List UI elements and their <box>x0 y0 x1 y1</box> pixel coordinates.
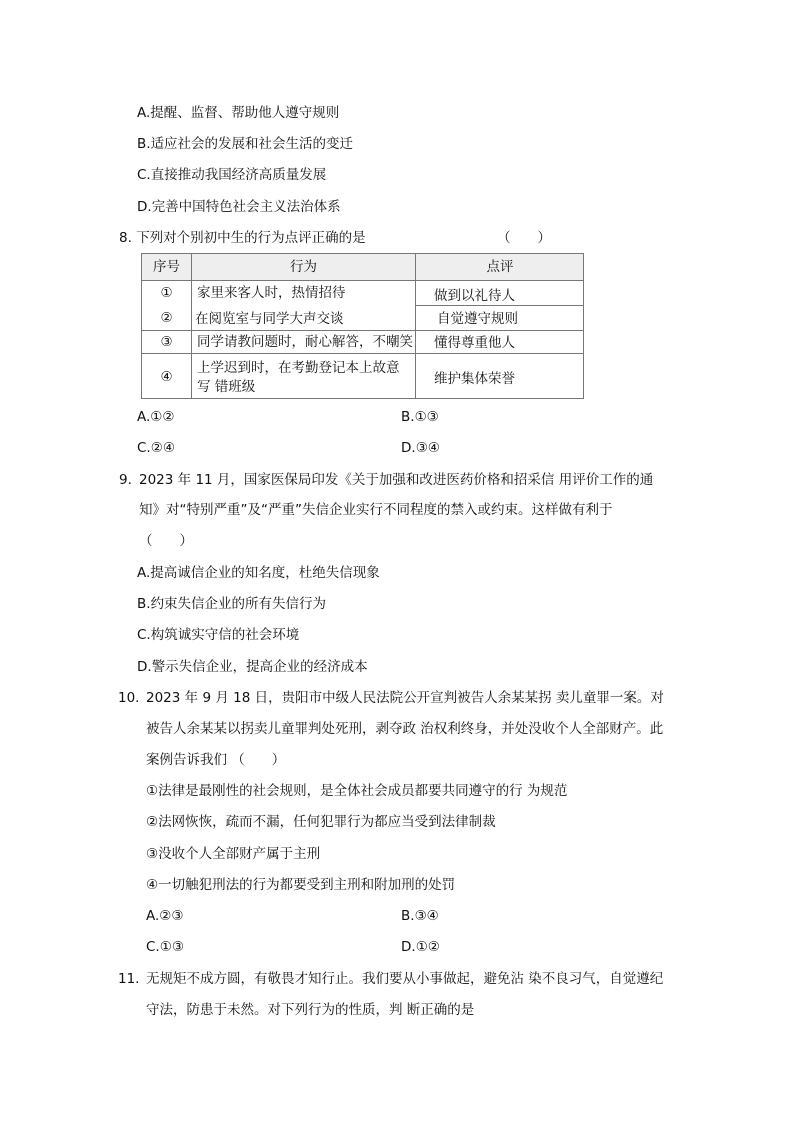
q11-stem-line1: 无规矩不成方圆，有敬畏才知行止。我们要从小事做起，避免沾 染不良习气，自觉遵纪 <box>146 971 664 987</box>
q8-option-b <box>401 408 439 426</box>
q7-option-a-text: 提醒、监督、帮助他人遵守规则 <box>150 105 340 121</box>
q8-table-row2-act: 在阅览室与同学大声交谈 <box>195 311 344 327</box>
q8-table-row1-act: 家里来客人时，热情招待 <box>197 285 346 301</box>
q9-option-c <box>137 626 299 644</box>
q8-table-divider <box>142 330 583 331</box>
q9-number: 9. <box>119 472 132 488</box>
q9-option-a <box>137 564 380 582</box>
q8-answer-bracket: （ ） <box>497 230 551 246</box>
q7-option-b-text: 适应社会的发展和社会生活的变迁 <box>150 136 354 152</box>
q8-table-row1-no: ① <box>160 285 173 301</box>
q8-table <box>141 253 584 399</box>
q7-option-d <box>137 198 341 216</box>
q7-option-d-text: 完善中国特色社会主义法治体系 <box>151 199 341 215</box>
q10-option-d <box>401 938 440 956</box>
q10-option-b-text: ③④ <box>414 908 439 924</box>
q7-option-c-label: C. <box>137 167 151 183</box>
q8-option-c <box>137 439 175 457</box>
q7-option-a-label: A. <box>137 105 151 121</box>
q8-option-a-text: ①② <box>150 409 175 425</box>
q9-option-c-text: 构筑诚实守信的社会环境 <box>150 627 300 643</box>
q10-option-b <box>401 907 439 925</box>
q9-option-c-label: C. <box>137 627 151 643</box>
q7-option-d-label: D. <box>137 199 152 215</box>
q7-option-b-label: B. <box>137 136 151 152</box>
q8-table-row3-comment: 懂得尊重他人 <box>434 335 515 351</box>
q8-table-header-no: 序号 <box>153 259 180 275</box>
q7-option-a <box>137 104 339 122</box>
q10-stem-line1: 2023 年 9 月 18 日，贵阳市中级人民法院公开宣判被告人余某某拐 卖儿童罪一案。对 <box>146 690 664 706</box>
q10-option-d-text: ①② <box>415 939 440 955</box>
q9-option-a-text: 提高诚信企业的知名度，杜绝失信现象 <box>150 565 380 581</box>
q8-table-header-act: 行为 <box>290 259 317 275</box>
q8-option-d-text: ③④ <box>415 440 440 456</box>
q10-option-c <box>146 938 184 956</box>
q10-statement-4: ④一切触犯刑法的行为都要受到主刑和附加刑的处罚 <box>146 877 456 893</box>
q8-option-a <box>137 408 175 426</box>
q9-option-d <box>137 658 368 676</box>
q8-table-row3-no: ③ <box>160 334 173 350</box>
q10-option-a <box>146 907 184 925</box>
q9-stem-line1: 2023 年 11 月，国家医保局印发《关于加强和改进医药价格和招采信 用评价工作的通 <box>139 472 654 488</box>
q8-table-row4-comment: 维护集体荣誉 <box>434 371 515 387</box>
q10-statement-2: ②法网恢恢，疏而不漏，任何犯罪行为都应当受到法律制裁 <box>146 814 496 830</box>
q8-table-row4-act-line1: 上学迟到时，在考勤登记本上故意 <box>197 360 400 376</box>
q8-table-divider <box>142 353 583 354</box>
q7-option-c <box>137 166 326 184</box>
q10-statement-1: ①法律是最刚性的社会规则，是全体社会成员都要共同遵守的行 为规范 <box>146 783 568 799</box>
q9-option-b <box>137 595 326 613</box>
q8-option-b-label: B. <box>401 409 415 425</box>
q10-option-d-label: D. <box>401 939 416 955</box>
q9-option-b-label: B. <box>137 596 151 612</box>
q10-stem-line3: 案例告诉我们 （ ） <box>146 752 286 768</box>
q8-option-d-label: D. <box>401 440 416 456</box>
q8-option-b-text: ①③ <box>414 409 439 425</box>
q11-number: 11. <box>118 971 140 987</box>
q9-option-b-text: 约束失信企业的所有失信行为 <box>150 596 327 612</box>
q7-option-b <box>137 135 353 153</box>
q8-table-row2-comment: 自觉遵守规则 <box>437 311 518 327</box>
q8-table-row4-act-line2: 写 错班级 <box>197 379 256 395</box>
q8-number: 8. <box>119 230 132 246</box>
q8-table-header-comment: 点评 <box>486 259 514 275</box>
q9-stem-line2: 知》对“特别严重”及“严重”失信企业实行不同程度的禁入或约束。这样做有利于 <box>139 502 613 518</box>
q8-table-row3-act: 同学请教问题时，耐心解答，不嘲笑 <box>197 334 413 350</box>
q10-stem-line2: 被告人余某某以拐卖儿童罪判处死刑，剥夺政 治权利终身，并处没收个人全部财产。此 <box>146 721 664 737</box>
q9-stem-line3: （ ） <box>139 533 193 549</box>
q9-option-d-label: D. <box>137 659 152 675</box>
q8-table-row2-no: ② <box>160 310 173 326</box>
q10-number: 10. <box>118 690 140 706</box>
q9-option-a-label: A. <box>137 565 151 581</box>
q8-table-row1-comment: 做到以礼待人 <box>434 288 515 304</box>
q8-option-c-text: ②④ <box>150 440 175 456</box>
q8-stem <box>119 229 366 247</box>
q7-option-c-text: 直接推动我国经济高质量发展 <box>150 167 327 183</box>
q8-table-row4-no: ④ <box>160 369 173 385</box>
q9-option-d-text: 警示失信企业，提高企业的经济成本 <box>151 659 368 675</box>
q8-option-a-label: A. <box>137 409 151 425</box>
q8-option-c-label: C. <box>137 440 151 456</box>
q8-table-divider <box>415 305 583 306</box>
q8-option-d <box>401 439 440 457</box>
q10-option-b-label: B. <box>401 908 415 924</box>
q10-option-a-label: A. <box>146 908 160 924</box>
q10-statement-3: ③没收个人全部财产属于主刑 <box>146 846 321 862</box>
q10-option-c-text: ①③ <box>159 939 184 955</box>
q11-stem-line2: 守法，防患于未然。对下列行为的性质，判 断正确的是 <box>146 1002 475 1018</box>
q8-stem-text: 下列对个别初中生的行为点评正确的是 <box>136 230 366 246</box>
q10-option-a-text: ②③ <box>159 908 184 924</box>
q10-option-c-label: C. <box>146 939 160 955</box>
